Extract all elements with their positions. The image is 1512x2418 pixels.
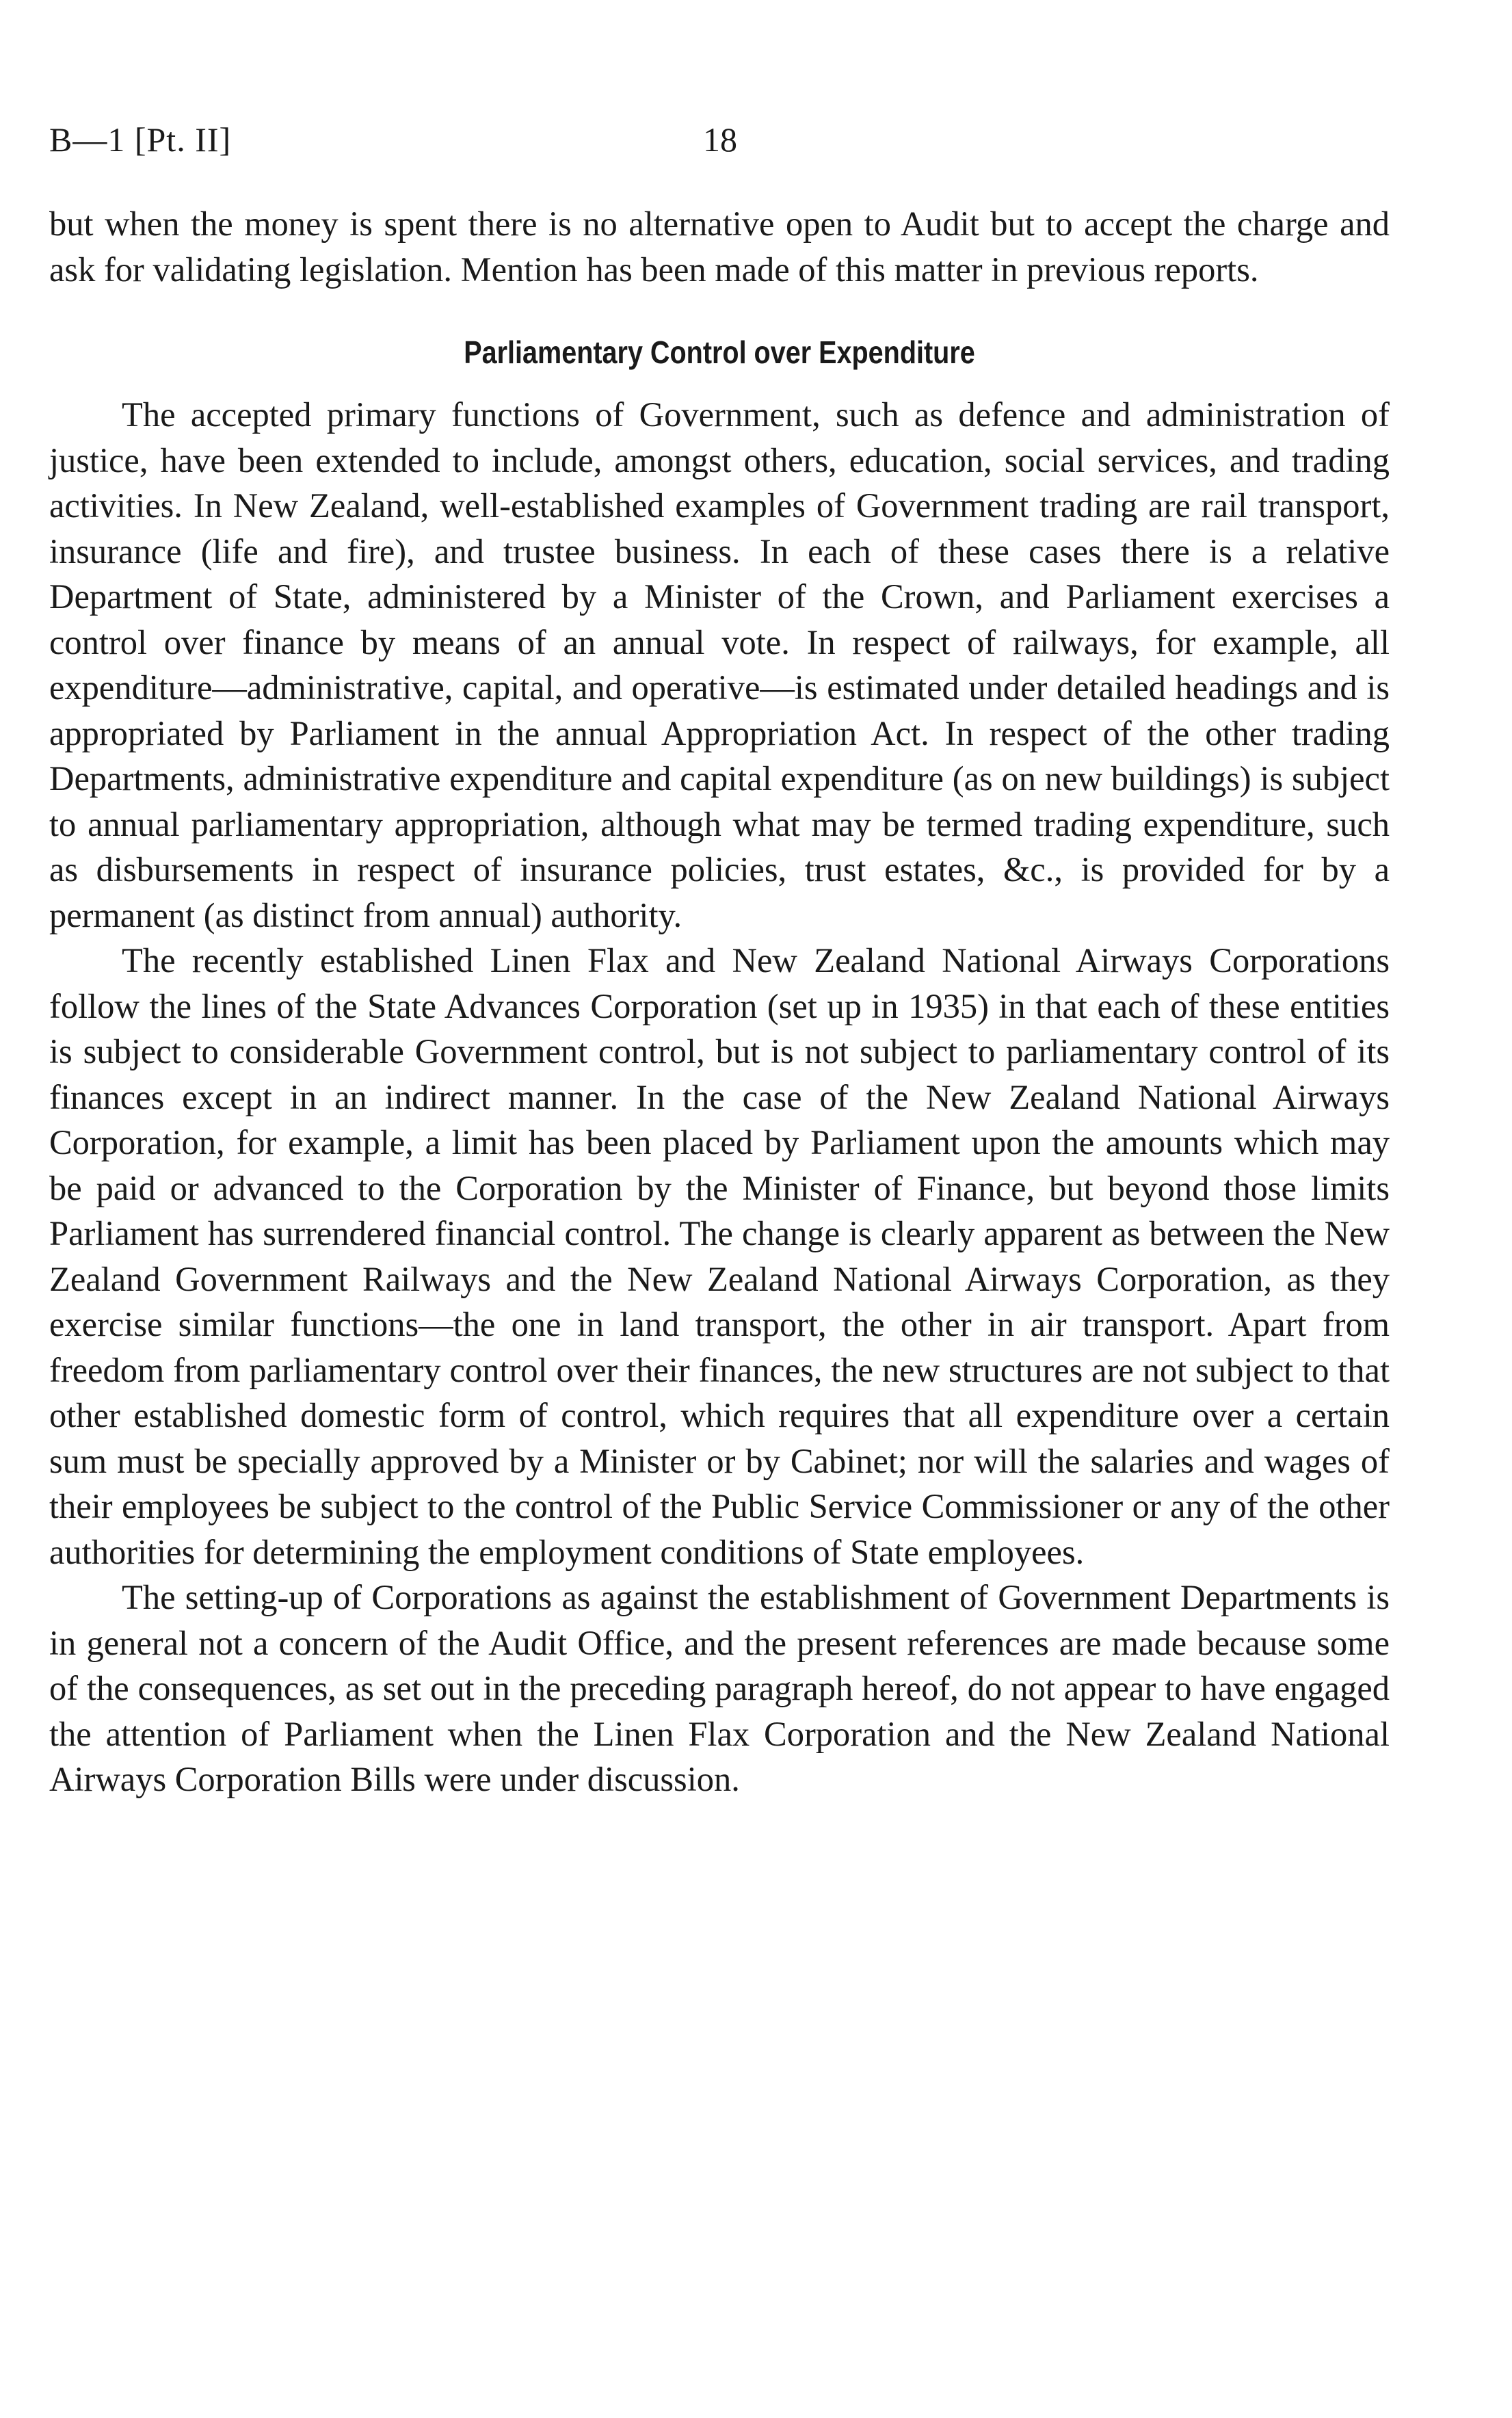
- document-reference: B—1 [Pt. II]: [49, 120, 232, 159]
- paragraph-government-functions: The accepted primary functions of Government, such as defence and administration of justice, have been extended to include, amongst others, education, social services, and trading activities. In New Zealand, well-established examples of Government trading are rail transport, insurance (life and fire), and trustee business. In each of these cases there is a relative Department of State, administered by a Minister of the Crown, and Parliament exercises a control over finance by means of an annual vote. In respect of railways, for example, all expenditure—administrative, capital, and operative—is estimated under detailed headings and is appropriated by Parliament in the annual Appropriation Act. In respect of the other trading Departments, administrative expenditure and capital expenditure (as on new buildings) is subject to annual parliamentary appropriation, although what may be termed trading expenditure, such as disbursements in respect of insurance policies, trust estates, &c., is provided for by a permanent (as distinct from annual) authority.: [49, 395, 1390, 934]
- paragraph-corporations: The recently established Linen Flax and New Zealand National Airways Corporations follow the lines of the State Advances Corporation (set up in 1935) in that each of these entities is subject to considerable Government control, but is not subject to parliamentary control of its finances except in an indirect manner. In the case of the New Zealand National Airways Corporation, for example, a limit has been placed by Parliament upon the amounts which may be paid or advanced to the Corporation by the Minister of Finance, but beyond those limits Parliament has surrendered financial control. The change is clearly apparent as between the New Zealand Government Railways and the New Zealand National Airways Corporation, as they exercise similar functions—the one in land transport, the other in air transport. Apart from freedom from parliamentary control over their finances, the new structures are not subject to that other established domestic form of control, which requires that all expenditure over a certain sum must be specially approved by a Minister or by Cabinet; nor will the salaries and wages of their employees be subject to the control of the Public Service Commissioner or any of the other authorities for determining the employment conditions of State employees.: [49, 941, 1390, 1571]
- page-number: 18: [703, 120, 737, 159]
- section-heading: Parliamentary Control over Expenditure: [464, 334, 975, 370]
- page-body: [49, 201, 1390, 1802]
- paragraph-audit-office: The setting-up of Corporations as against the establishment of Government Departments is in general not a concern of the Audit Office, and the present references are made because some of the consequences, as set out in the preceding paragraph hereof, do not appear to have engaged the attention of Parliament when the Linen Flax Corporation and the New Zealand National Airways Corporation Bills were under discussion.: [49, 1578, 1390, 1798]
- page-header: [49, 118, 1417, 161]
- continuation-paragraph: but when the money is spent there is no alternative open to Audit but to accept the charge and ask for validating legislation. Mention has been made of this matter in previous reports.: [49, 205, 1390, 289]
